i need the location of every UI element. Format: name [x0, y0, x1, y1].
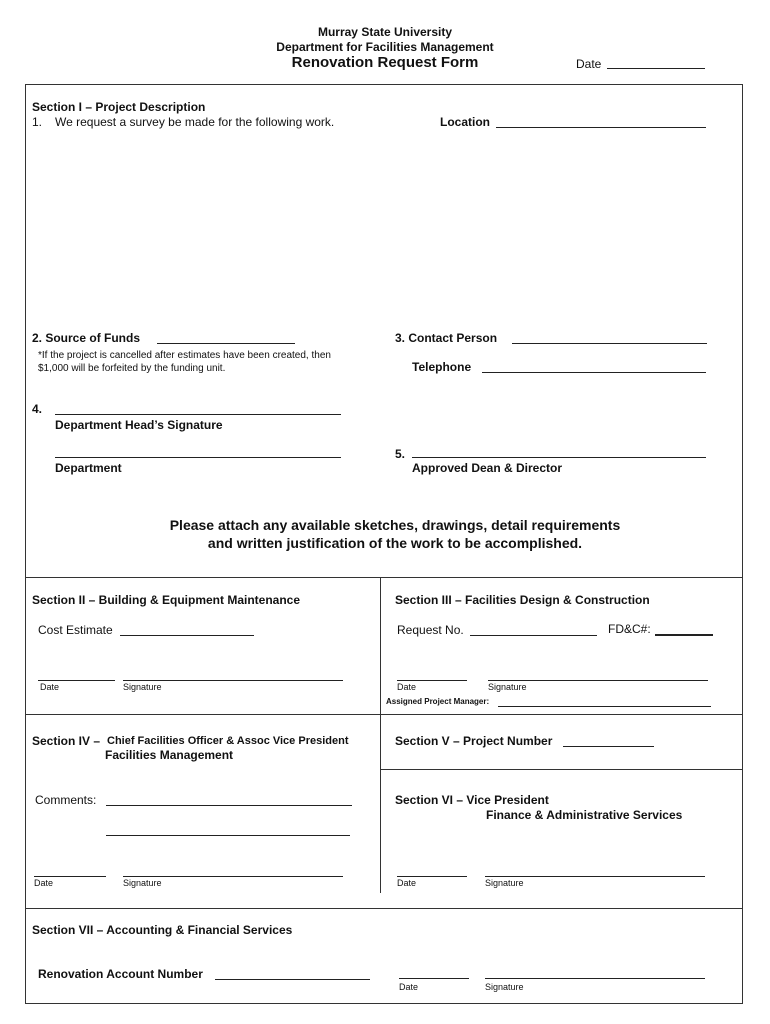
section2-signature-label: Signature — [123, 682, 162, 692]
comments-field-2[interactable] — [106, 835, 350, 836]
item1-text: We request a survey be made for the following work. — [55, 115, 335, 129]
source-of-funds-field[interactable] — [157, 343, 295, 344]
item1-number: 1. — [32, 115, 43, 129]
section3-signature-field[interactable] — [488, 680, 708, 681]
department-name: Department for Facilities Management — [276, 40, 494, 54]
divider-row2 — [25, 714, 743, 715]
section3-date-field[interactable] — [397, 680, 467, 681]
project-number-field[interactable] — [563, 746, 654, 747]
source-note-line1: *If the project is cancelled after estimates have been created, then — [38, 350, 331, 361]
divider-section1 — [25, 577, 743, 578]
section2-date-field[interactable] — [38, 680, 115, 681]
university-name: Murray State University — [317, 25, 453, 39]
section6-date-field[interactable] — [397, 876, 467, 877]
section2-signature-field[interactable] — [123, 680, 343, 681]
fdc-number-field[interactable] — [655, 634, 713, 636]
attach-instructions-line1: Please attach any available sketches, drawings, detail requirements — [169, 517, 621, 533]
project-manager-label: Assigned Project Manager: — [386, 697, 490, 706]
section4-date-label: Date — [34, 878, 54, 888]
section6-heading: Section VI – Vice President — [395, 793, 549, 807]
section6-signature-label: Signature — [485, 878, 524, 888]
attach-instructions-line2: and written justification of the work to be accomplished. — [207, 535, 583, 551]
divider-section7 — [25, 908, 743, 909]
section4-signature-label: Signature — [123, 878, 162, 888]
section7-signature-field[interactable] — [485, 978, 705, 979]
section6-signature-field[interactable] — [485, 876, 705, 877]
source-note-line2: $1,000 will be forfeited by the funding unit. — [38, 363, 226, 374]
divider-vertical — [380, 577, 381, 893]
request-no-field[interactable] — [470, 635, 597, 636]
department-field[interactable] — [55, 457, 341, 458]
section7-date-label: Date — [399, 982, 419, 992]
location-field[interactable] — [496, 127, 706, 128]
account-number-field[interactable] — [215, 979, 370, 980]
cost-estimate-label: Cost Estimate — [38, 623, 113, 637]
contact-person-field[interactable] — [512, 343, 707, 344]
section1-heading: Section I – Project Description — [32, 100, 206, 114]
section6-heading-line2: Finance & Administrative Services — [486, 808, 683, 822]
dept-head-signature-field[interactable] — [55, 414, 341, 415]
comments-field-1[interactable] — [106, 805, 352, 806]
cost-estimate-field[interactable] — [120, 635, 254, 636]
section4-signature-field[interactable] — [123, 876, 343, 877]
section4-heading-prefix: Section IV – — [32, 734, 101, 748]
contact-person-label: 3. Contact Person — [395, 331, 498, 345]
section7-heading: Section VII – Accounting & Financial Services — [32, 923, 293, 937]
section3-date-label: Date — [397, 682, 417, 692]
project-manager-field[interactable] — [498, 706, 711, 707]
account-number-label: Renovation Account Number — [38, 967, 203, 981]
header-date-field[interactable] — [607, 68, 705, 69]
department-label: Department — [55, 461, 122, 475]
dept-head-signature-label: Department Head’s Signature — [55, 418, 223, 432]
divider-section5 — [381, 769, 743, 770]
telephone-field[interactable] — [482, 372, 706, 373]
section5-heading: Section V – Project Number — [395, 734, 553, 748]
section6-date-label: Date — [397, 878, 417, 888]
source-of-funds-label: 2. Source of Funds — [32, 331, 141, 345]
section3-heading: Section III – Facilities Design & Construction — [395, 593, 650, 607]
section7-date-field[interactable] — [399, 978, 469, 979]
section4-heading-line2: Facilities Management — [105, 748, 234, 762]
section2-heading: Section II – Building & Equipment Maintenance — [32, 593, 301, 607]
comments-label: Comments: — [35, 793, 97, 807]
location-label: Location — [440, 115, 490, 129]
request-no-label: Request No. — [397, 623, 464, 637]
section2-date-label: Date — [40, 682, 60, 692]
dean-approval-label: Approved Dean & Director — [412, 461, 563, 475]
fdc-number-label: FD&C#: — [608, 622, 651, 636]
telephone-label: Telephone — [412, 360, 472, 374]
section4-heading-title: Chief Facilities Officer & Assoc Vice President — [107, 735, 349, 747]
section4-date-field[interactable] — [34, 876, 106, 877]
section3-signature-label: Signature — [488, 682, 527, 692]
item5-number: 5. — [395, 447, 406, 461]
section7-signature-label: Signature — [485, 982, 524, 992]
header-date-label: Date — [576, 57, 602, 71]
form-title: Renovation Request Form — [291, 54, 479, 71]
item4-number: 4. — [32, 402, 43, 416]
dean-approval-field[interactable] — [412, 457, 706, 458]
